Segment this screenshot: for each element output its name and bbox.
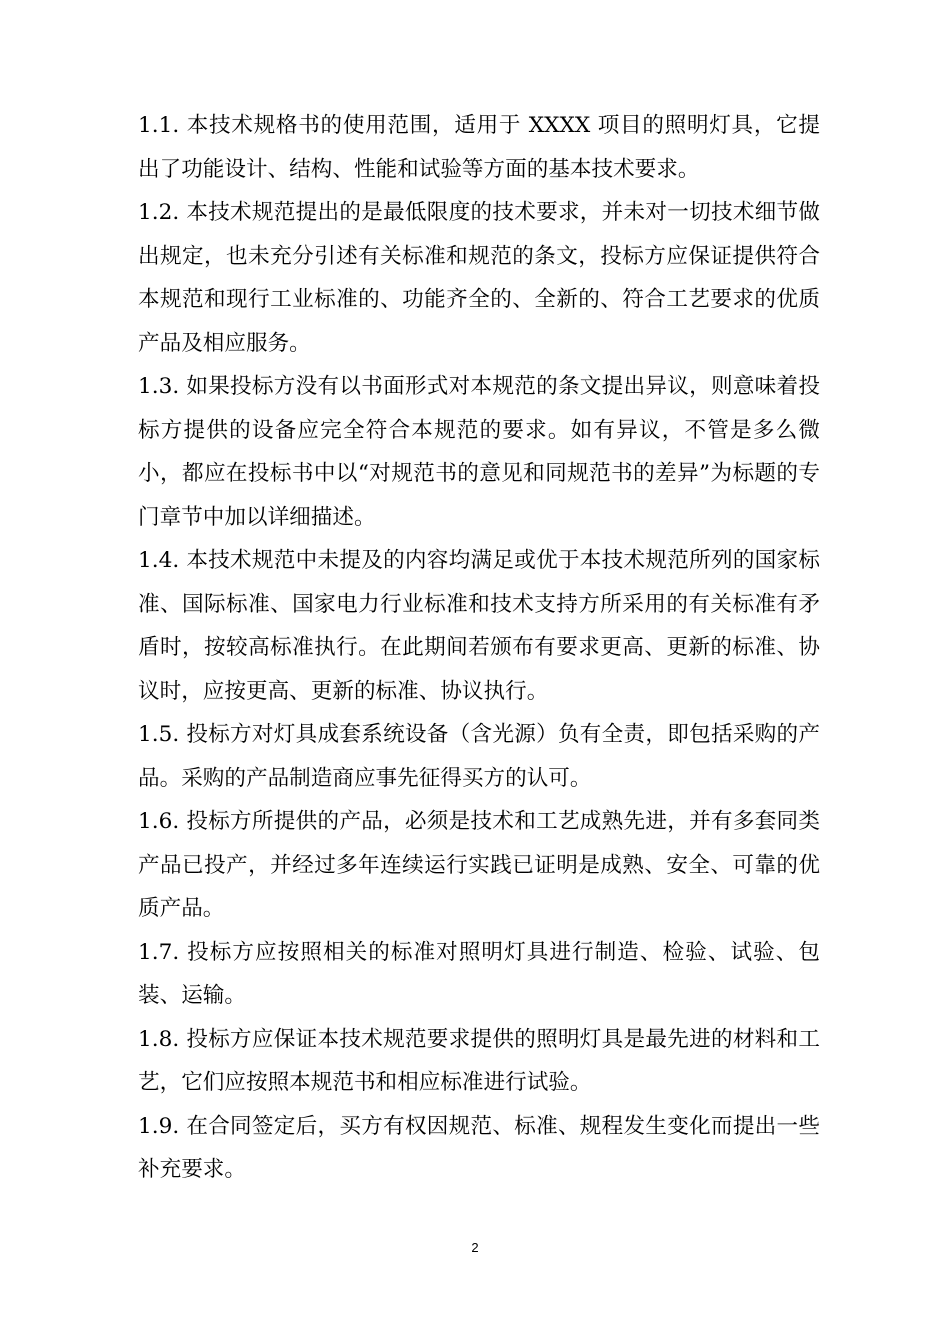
paragraph-1-3: 1.3. 如果投标方没有以书面形式对本规范的条文提出异议，则意味着投标方提供的设备应完全符合本规范的要求。如有异议，不管是多么微小，都应在投标书中以“对规范书的意见和同规范书的差异”为标题的专门章节中加以详细描述。 xyxy=(138,374,820,530)
paragraph-1-9: 1.9. 在合同签定后，买方有权因规范、标准、规程发生变化而提出一些补充要求。 xyxy=(138,1113,820,1182)
paragraph-1-2: 1.2. 本技术规范提出的是最低限度的技术要求，并未对一切技术细节做出规定，也未充分引述有关标准和规范的条文，投标方应保证提供符合本规范和现行工业标准的、功能齐全的、全新的、符合工艺要求的优质产品及相应服务。 xyxy=(138,200,820,356)
paragraph-1-7: 1.7. 投标方应按照相关的标准对照明灯具进行制造、检验、试验、包装、运输。 xyxy=(138,939,820,1008)
paragraph-1-5: 1.5. 投标方对灯具成套系统设备（含光源）负有全责，即包括采购的产品。采购的产品制造商应事先征得买方的认可。 xyxy=(138,722,820,791)
document-body xyxy=(138,104,820,1192)
paragraph-1-4: 1.4. 本技术规范中未提及的内容均满足或优于本技术规范所列的国家标准、国际标准、国家电力行业标准和技术支持方所采用的有关标准有矛盾时，按较高标准执行。在此期间若颁布有要求更高、更新的标准、协议时，应按更高、更新的标准、协议执行。 xyxy=(138,548,820,704)
paragraph-1-6: 1.6. 投标方所提供的产品，必须是技术和工艺成熟先进，并有多套同类产品已投产，并经过多年连续运行实践已证明是成熟、安全、可靠的优质产品。 xyxy=(138,809,820,921)
page-number: 2 xyxy=(471,1240,479,1255)
paragraph-1-8: 1.8. 投标方应保证本技术规范要求提供的照明灯具是最先进的材料和工艺，它们应按照本规范书和相应标准进行试验。 xyxy=(138,1026,820,1095)
paragraph-1-1: 1.1. 本技术规格书的使用范围，适用于 XXXX 项目的照明灯具，它提出了功能设计、结构、性能和试验等方面的基本技术要求。 xyxy=(138,113,820,182)
